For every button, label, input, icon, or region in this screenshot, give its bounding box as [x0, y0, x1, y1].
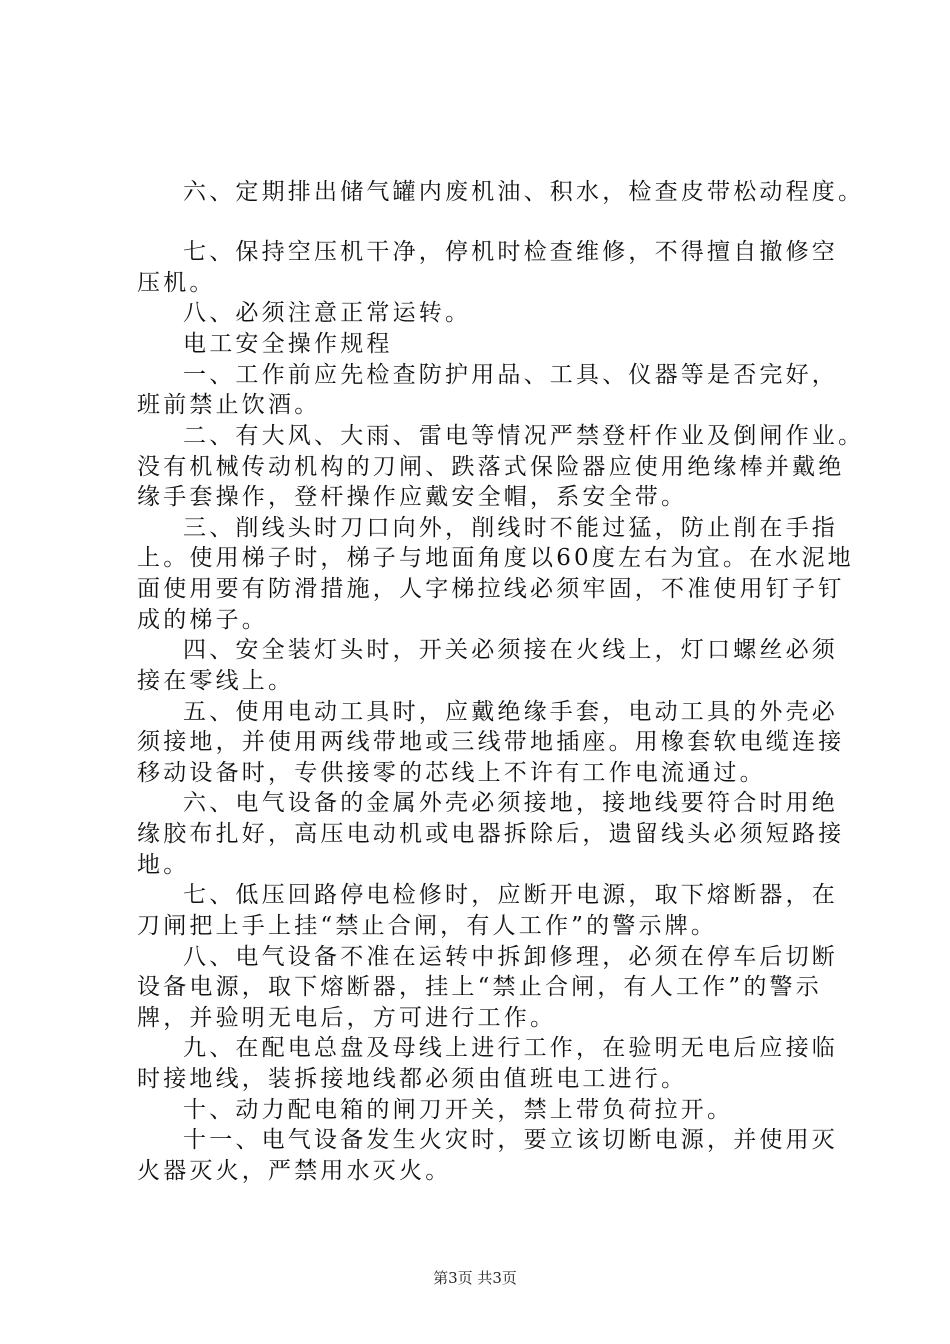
paragraph-line: 六、定期排出储气罐内废机油、积水，检查皮带松动程度。: [183, 179, 865, 205]
paragraph-line: 六、电气设备的金属外壳必须接地，接地线要符合时用绝: [183, 790, 838, 816]
paragraph-line: 缘手套操作，登杆操作应戴安全帽，系安全带。: [137, 484, 688, 510]
paragraph-line: 上。使用梯子时，梯子与地面角度以60度左右为宜。在水泥地: [137, 545, 854, 571]
paragraph-line: 时接地线，装拆接地线都必须由值班电工进行。: [137, 1066, 688, 1092]
paragraph-line: 压机。: [137, 270, 216, 296]
paragraph-line: 移动设备时，专供接零的芯线上不许有工作电流通过。: [137, 760, 766, 786]
section-heading: 电工安全操作规程: [183, 331, 393, 357]
paragraph-line: 牌，并验明无电后，方可进行工作。: [137, 1005, 557, 1031]
paragraph-line: 缘胶布扎好，高压电动机或电器拆除后，遗留线头必须短路接: [137, 821, 845, 847]
paragraph-line: 接在零线上。: [137, 668, 295, 694]
paragraph-line: 九、在配电总盘及母线上进行工作，在验明无电后应接临: [183, 1035, 838, 1061]
paragraph-line: 七、低压回路停电检修时，应断开电源，取下熔断器，在: [183, 882, 838, 908]
paragraph-line: 十一、电气设备发生火灾时，要立该切断电源，并使用灭: [183, 1127, 838, 1153]
paragraph-line: 班前禁止饮酒。: [137, 392, 321, 418]
paragraph-line: 三、削线头时刀口向外，削线时不能过猛，防止削在手指: [183, 515, 838, 541]
paragraph-line: 七、保持空压机干净，停机时检查维修，不得擅自撤修空: [183, 239, 838, 265]
paragraph-line: 八、必须注意正常运转。: [183, 300, 472, 326]
paragraph-line: 十、动力配电箱的闸刀开关，禁上带负荷拉开。: [183, 1097, 734, 1123]
paragraph-line: 设备电源，取下熔断器，挂上“禁止合闸，有人工作”的警示: [137, 974, 822, 1000]
paragraph-line: 二、有大风、大雨、雷电等情况严禁登杆作业及倒闸作业。: [183, 423, 865, 449]
paragraph-line: 面使用要有防滑措施，人字梯拉线必须牢固，不准使用钉子钉: [137, 576, 845, 602]
paragraph-line: 五、使用电动工具时，应戴绝缘手套，电动工具的外壳必: [183, 699, 838, 725]
page-number: 第3页 共3页: [433, 1269, 517, 1287]
paragraph-line: 成的梯子。: [137, 607, 268, 633]
paragraph-line: 须接地，并使用两线带地或三线带地插座。用橡套软电缆连接: [137, 729, 845, 755]
paragraph-line: 一、工作前应先检查防护用品、工具、仪器等是否完好，: [183, 362, 838, 388]
paragraph-line: 火器灭火，严禁用水灭火。: [137, 1158, 452, 1184]
paragraph-line: 四、安全装灯头时，开关必须接在火线上，灯口螺丝必须: [183, 637, 838, 663]
paragraph-line: 没有机械传动机构的刀闸、跌落式保险器应使用绝缘棒并戴绝: [137, 454, 845, 480]
paragraph-line: 地。: [137, 852, 190, 878]
paragraph-line: 八、电气设备不准在运转中拆卸修理，必须在停车后切断: [183, 944, 838, 970]
paragraph-line: 刀闸把上手上挂“禁止合闸，有人工作”的警示牌。: [137, 913, 718, 939]
